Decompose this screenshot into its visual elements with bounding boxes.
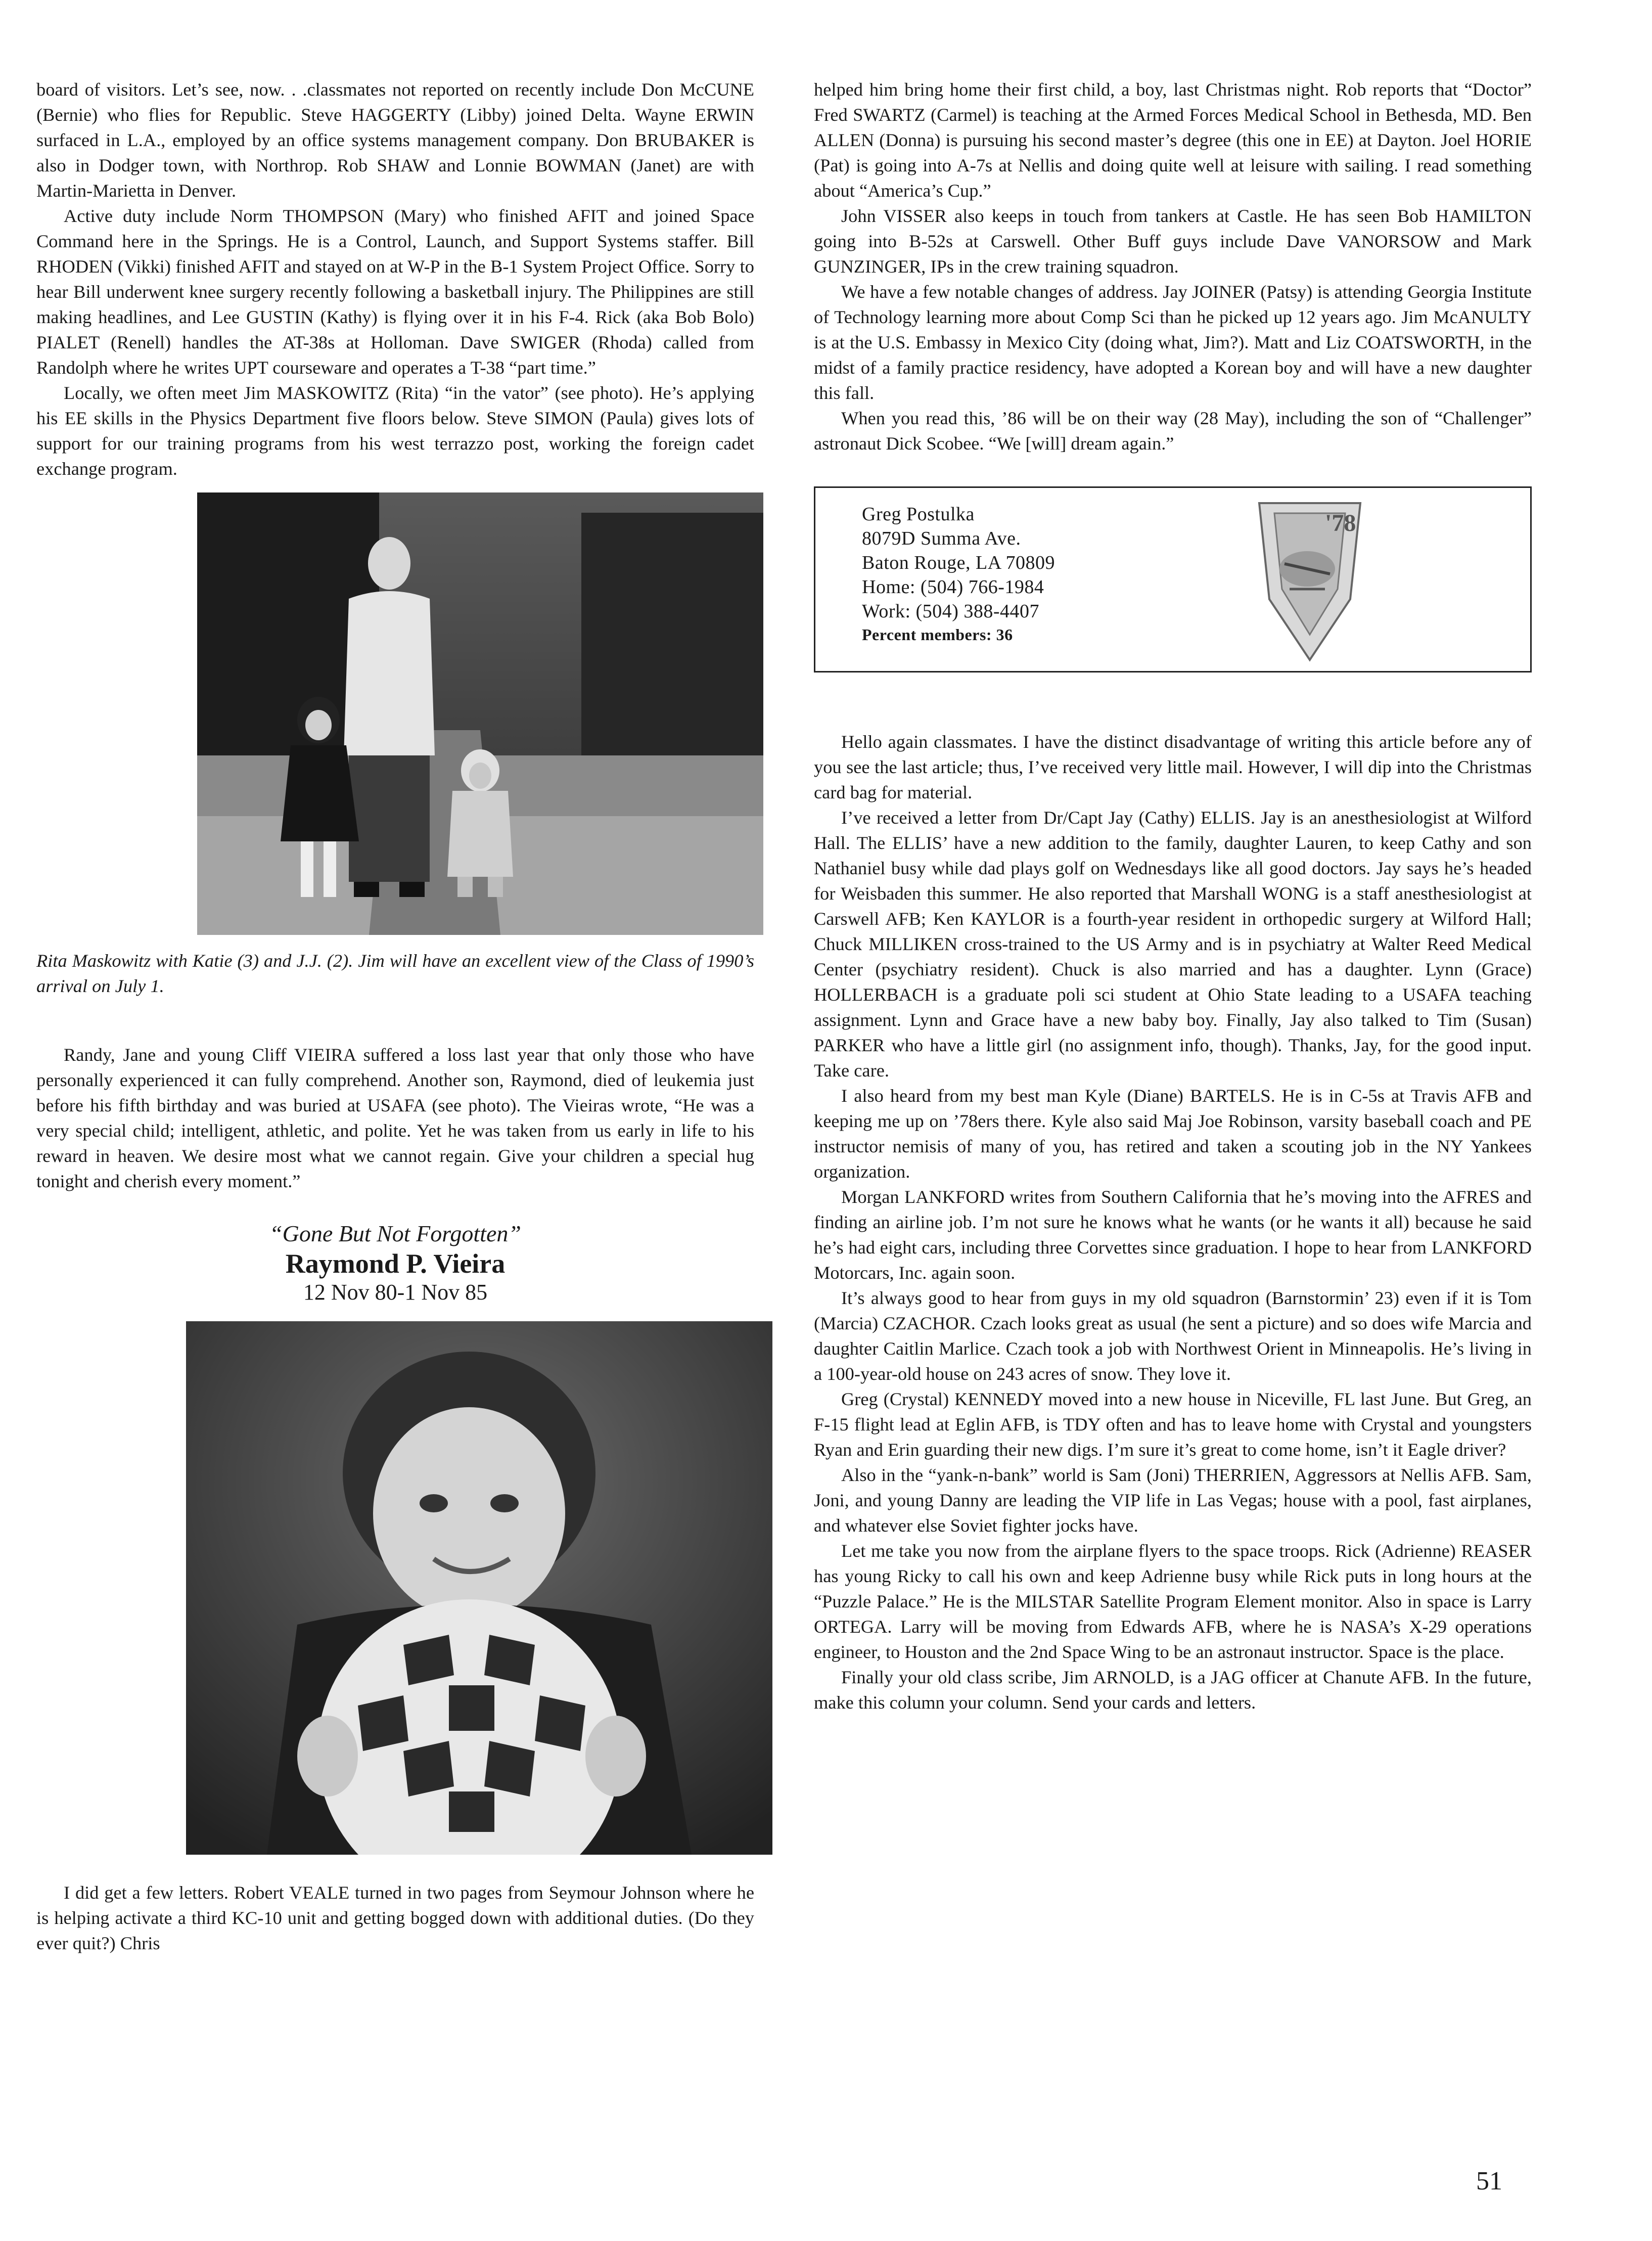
paragraph-challenger: When you read this, ’86 will be on their way (28 May), including the son of “Challenger” astronaut Dick Scobee. “We [will] dream again.” (814, 408, 1532, 454)
memorial-name: Raymond P. Vieira (285, 1248, 506, 1279)
left-column (36, 77, 754, 1956)
contact-street: 8079D Summa Ave. (862, 528, 1021, 549)
paragraph-reaser: Let me take you now from the airplane flyers to the space troops. Rick (Adrienne) REASER has young Ricky to call his own and keep Adrienne busy while Rick puts in long hours at the “Puzzle Palace.” He is the MILSTAR Satellite Program Element monitor. Also in space is Larry ORTEGA. Larry will be moving from Edwards AFB, where he is NASA’s X-29 operations engineer, to Houston and the 2nd Space Wing to be an astronaut instructor. Space is the place. (814, 1541, 1532, 1662)
paragraph-hello: Hello again classmates. I have the distinct disadvantage of writing this article before any of you see the last article; thus, I’ve received very little mail. However, I will dip into the Christmas card bag for material. (814, 732, 1532, 802)
page-number: 51 (1476, 2167, 1502, 2195)
paragraph-czachor: It’s always good to hear from guys in my old squadron (Barnstormin’ 23) even if it is Tom (Marcia) CZACHOR. Czach looks great as usual (he sent a picture) and so does wife Marcia and daughter Caitlin Marlice. Czach took a job with Northwest Orient in Minneapolis. He’s living in a 100-year-old house on 243 acres of snow. They love it. (814, 1288, 1532, 1384)
contact-details (862, 502, 1055, 646)
paragraph-kennedy: Greg (Crystal) KENNEDY moved into a new house in Niceville, FL last June. But Greg, an F-15 flight lead at Eglin AFB, is TDY often and has to leave home with Crystal and youngsters Ryan and Erin guarding their new digs. I’m sure it’s great to come home, isn’t it Eagle driver? (814, 1389, 1532, 1460)
right-column (814, 77, 1532, 1715)
memorial-dates: 12 Nov 80-1 Nov 85 (303, 1280, 488, 1305)
paragraph-ellis: I’ve received a letter from Dr/Capt Jay (Cathy) ELLIS. Jay is an anesthesiologist at Wilford Hall. The ELLIS’ have a new addition to the family, daughter Lauren, to keep Cathy and son Nathaniel busy while dad plays golf on Wednesdays like all good doctors. Jay says he’s headed for Weisbaden this summer. He also reported that Marshall WONG is a staff anesthesiologist at Carswell AFB; Ken KAYLOR is a fourth-year resident in orthopedic surgery at Wilford Hall; Chuck MILLIKEN cross-trained to the US Army and is in psychiatry at Walter Reed Medical Center (psychiatry resident). Chuck is also married and has a daughter. Lynn (Grace) HOLLERBACH is a graduate poli sci student at Ohio State leading to a USAFA teaching assignment. Lynn and Grace have a new baby boy. Finally, Jay also talked to Tim (Susan) PARKER who have a little girl (no assignment info, though). Thanks, Jay, for the good input. Take care. (814, 808, 1532, 1081)
paragraph-vieira: Randy, Jane and young Cliff VIEIRA suffered a loss last year that only those who have personally experienced it can fully comprehend. Another son, Raymond, died of leukemia just before his fifth birthday and was buried at USAFA (see photo). The Vieiras wrote, “He was a very special child; intelligent, athletic, and polite. Yet he was taken from us early in life to his reward in heaven. We desire most what we cannot regain. Give your children a special hug tonight and cherish every moment.” (36, 1045, 754, 1191)
raymond-vieira-photo (186, 1321, 772, 1855)
class-scribe-contact-box (814, 486, 1532, 673)
paragraph-active-duty: Active duty include Norm THOMPSON (Mary) who finished AFIT and joined Space Command here in the Springs. He is a Control, Launch, and Support Systems staffer. Bill RHODEN (Vikki) finished AFIT and stayed on at W-P in the B-1 System Project Office. Sorry to hear Bill underwent knee surgery recently following a basketball injury. The Philippines are still making headlines, and Lee GUSTIN (Kathy) is flying over it in his F-4. Rick (aka Bob Bolo) PIALET (Renell) handles the AT-38s at Holloman. Dave SWIGER (Rhoda) called from Randolph where he writes UPT courseware and operates a T-38 “part time.” (36, 206, 754, 378)
class-crest-icon (1249, 493, 1370, 665)
paragraph-visser: John VISSER also keeps in touch from tankers at Castle. He has seen Bob HAMILTON going into B-52s at Carswell. Other Buff guys include Dave VANORSOW and Mark GUNZINGER, IPs in the crew training squadron. (814, 206, 1532, 277)
contact-name: Greg Postulka (862, 504, 975, 525)
contact-home-phone: Home: (504) 766-1984 (862, 576, 1044, 598)
contact-city: Baton Rouge, LA 70809 (862, 552, 1056, 573)
paragraph-classmates: board of visitors. Let’s see, now. . .classmates not reported on recently include Don McCUNE (Bernie) who flies for Republic. Steve HAGGERTY (Libby) joined Delta. Wayne ERWIN surfaced in L.A., employed by an office systems management company. Don BRUBAKER is also in Dodger town, with Northrop. Rob SHAW and Lonnie BOWMAN (Janet) are with Martin-Marietta in Denver. (36, 79, 754, 201)
memorial-tagline: “Gone But Not Forgotten” (269, 1221, 521, 1246)
paragraph-arnold: Finally your old class scribe, Jim ARNOLD, is a JAG officer at Chanute AFB. In the future, make this column your column. Send your cards and letters. (814, 1667, 1532, 1713)
maskowitz-family-photo (197, 492, 763, 935)
contact-work-phone: Work: (504) 388-4407 (862, 601, 1039, 622)
photo1-caption: Rita Maskowitz with Katie (3) and J.J. (2). Jim will have an excellent view of the Class of 1990’s arrival on July 1. (36, 951, 754, 996)
paragraph-swartz: helped him bring home their first child, a boy, last Christmas night. Rob reports that “Doctor” Fred SWARTZ (Carmel) is teaching at the Armed Forces Medical School in Bethesda, MD. Ben ALLEN (Donna) is pursuing his second master’s degree (this one in EE) at Dayton. Joel HORIE (Pat) is going into A-7s at Nellis and doing quite well at leisure with sailing. I read something about “America’s Cup.” (814, 79, 1532, 201)
percent-members: Percent members: 36 (862, 625, 1013, 644)
paragraph-locally: Locally, we often meet Jim MASKOWITZ (Rita) “in the vator” (see photo). He’s applying his EE skills in the Physics Department five floors below. Steve SIMON (Paula) gives lots of support for our training programs from his west terrazzo post, working the foreign cadet exchange program. (36, 383, 754, 479)
paragraph-lankford: Morgan LANKFORD writes from Southern California that he’s moving into the AFRES and finding an airline job. I’m not sure he knows what he wants (or he wants it all) because he said he’s had eight cars, including three Corvettes since graduation. I hope to hear from LANKFORD Motorcars, Inc. again soon. (814, 1187, 1532, 1283)
paragraph-address-changes: We have a few notable changes of address. Jay JOINER (Patsy) is attending Georgia Institute of Technology learning more about Comp Sci than he picked up 12 years ago. Jim McANULTY is at the U.S. Embassy in Mexico City (doing what, Jim?). Matt and Liz COATSWORTH, in the midst of a family practice residency, have adopted a Korean boy and will have a new daughter this fall. (814, 282, 1532, 403)
paragraph-therrien: Also in the “yank-n-bank” world is Sam (Joni) THERRIEN, Aggressors at Nellis AFB. Sam, Joni, and young Danny are leading the VIP life in Las Vegas; house with a pool, fast airplanes, and whatever else Soviet fighter jocks have. (814, 1465, 1532, 1536)
crest-year: '78 (1325, 510, 1356, 536)
memorial-heading (36, 1219, 754, 1306)
paragraph-veale: I did get a few letters. Robert VEALE turned in two pages from Seymour Johnson where he is helping activate a third KC-10 unit and getting bogged down with additional duties. (Do they ever quit?) Chris (36, 1883, 754, 1953)
paragraph-bartels: I also heard from my best man Kyle (Diane) BARTELS. He is in C-5s at Travis AFB and keeping me up on ’78ers there. Kyle also said Maj Joe Robinson, varsity baseball coach and PE instructor nemisis of many of you, has retired and taken a scouting job in the NY Yankees organization. (814, 1086, 1532, 1182)
